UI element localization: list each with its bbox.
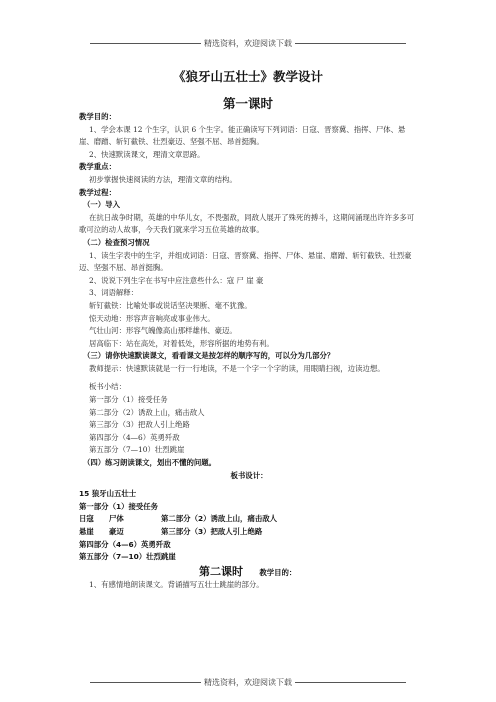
focus-label: 教学重点： (79, 162, 116, 172)
section-1-text: 在抗日战争时期，英雄的中华儿女，不畏强敌，同敌人展开了殊死的搏斗，这期间涌现出许许多多可歌可泣的动人故事，今天我们就来学习五位英雄的故事。 (79, 212, 415, 235)
board-part-2: 第二部分（2）诱敌上山，痛击敌人 (161, 514, 278, 524)
page-footer (90, 675, 406, 689)
summary-part-4: 第四部分（4—6）英勇歼敌 (89, 432, 180, 442)
lesson-2-goal-1: 1、有感情地朗读课文。背诵描写五壮士跳崖的部分。 (89, 580, 264, 590)
board-title: 15 狼牙山五壮士 (79, 489, 137, 499)
section-2-item-3: 3、词语解释： (89, 288, 139, 298)
page-header (90, 36, 406, 50)
goal-1: 1、学会本课 12 个生字，认识 6 个生字。能正确读写下列词语：日寇、晋察冀、指挥、尸体、悬崖、磨蹭、斩钉截铁、壮烈豪迈、坚强不屈、昂首挺胸。 (79, 124, 406, 147)
process-label: 教学过程： (79, 187, 116, 197)
summary-label: 板书小结： (89, 382, 126, 392)
lesson-2-heading-row (79, 566, 419, 580)
board-part-1: 第一部分（1）接受任务 (79, 501, 159, 511)
lesson-2-heading: 第二课时 (199, 564, 243, 578)
focus-text: 初步掌握快速阅读的方法，理清文章的结构。 (89, 174, 237, 184)
summary-part-2: 第二部分（2）诱敌上山，痛击敌人 (89, 407, 205, 417)
term-3: 气壮山河：形容气魄像高山那样雄伟、豪迈。 (89, 326, 237, 336)
board-part-4: 第四部分（4—6）英勇歼敌 (79, 539, 171, 549)
board-part-5: 第五部分（7—10）壮烈跳崖 (79, 552, 176, 562)
section-1-label: （一）导入 (83, 200, 120, 210)
summary-part-3: 第三部分（3）把敌人引上绝路 (89, 420, 190, 430)
lesson-2-goals-label: 教学目的： (259, 567, 297, 577)
section-3-label: （三）请你快速默读课文，看看课文是按怎样的顺序写的，可以分为几部分？ (83, 351, 335, 361)
summary-part-1: 第一部分（1）接受任务 (89, 395, 168, 405)
section-3-text: 教师提示：快速默读就是一行一行地读，不是一个字一个字的读，用眼睛扫视，边读边想。 (89, 363, 385, 373)
footer-rule-right (295, 682, 406, 683)
section-4-label: （四）练习朗读课文，划出不懂的问题。 (83, 458, 217, 468)
term-1: 斩钉截铁：比喻处事或说话坚决果断、毫不犹豫。 (89, 300, 252, 310)
document-title: 《狼牙山五壮士》教学设计 (172, 69, 323, 84)
term-4: 居高临下：站在高处，对着低处，形容所据的地势有利。 (89, 338, 274, 348)
goal-2: 2、快速默读课文，理清文章思路。 (89, 149, 205, 159)
term-2: 惊天动地：形容声音响亮或事业伟大。 (89, 313, 215, 323)
section-2-item-2: 2、说说下列生字在书写中应注意些什么：寇 尸 崖 豪 (89, 275, 264, 285)
board-part-3: 第三部分（3）把敌人引上绝路 (161, 527, 263, 536)
board-word-4: 豪迈 (109, 527, 124, 536)
board-word-1: 日寇 (79, 514, 94, 524)
summary-part-5: 第五部分（7—10）壮烈跳崖 (89, 445, 185, 455)
document-body (79, 111, 419, 592)
board-row-1 (79, 513, 419, 526)
board-design-label: 板书设计： (230, 470, 268, 480)
header-rule-right (295, 43, 406, 44)
footer-rule-left (90, 682, 201, 683)
header-rule-left (90, 43, 201, 44)
section-2-label: （二）检查预习情况 (83, 237, 150, 247)
section-2-item-1: 1、读生字表中的生字，并组成词语：日寇、晋察冀、指挥、尸体、悬崖、磨蹭、斩钉截铁、壮烈豪迈、坚强不屈、昂首挺胸。 (79, 250, 412, 273)
board-word-2: 尸体 (109, 514, 124, 524)
board-row-2 (79, 526, 419, 539)
lesson-1-heading: 第一课时 (222, 96, 273, 111)
board-word-3: 悬崖 (79, 527, 94, 536)
goals-label: 教学目的： (79, 112, 116, 121)
header-text: 精选资料，欢迎阅读下载 (204, 38, 292, 48)
footer-text: 精选资料，欢迎阅读下载 (204, 677, 292, 687)
